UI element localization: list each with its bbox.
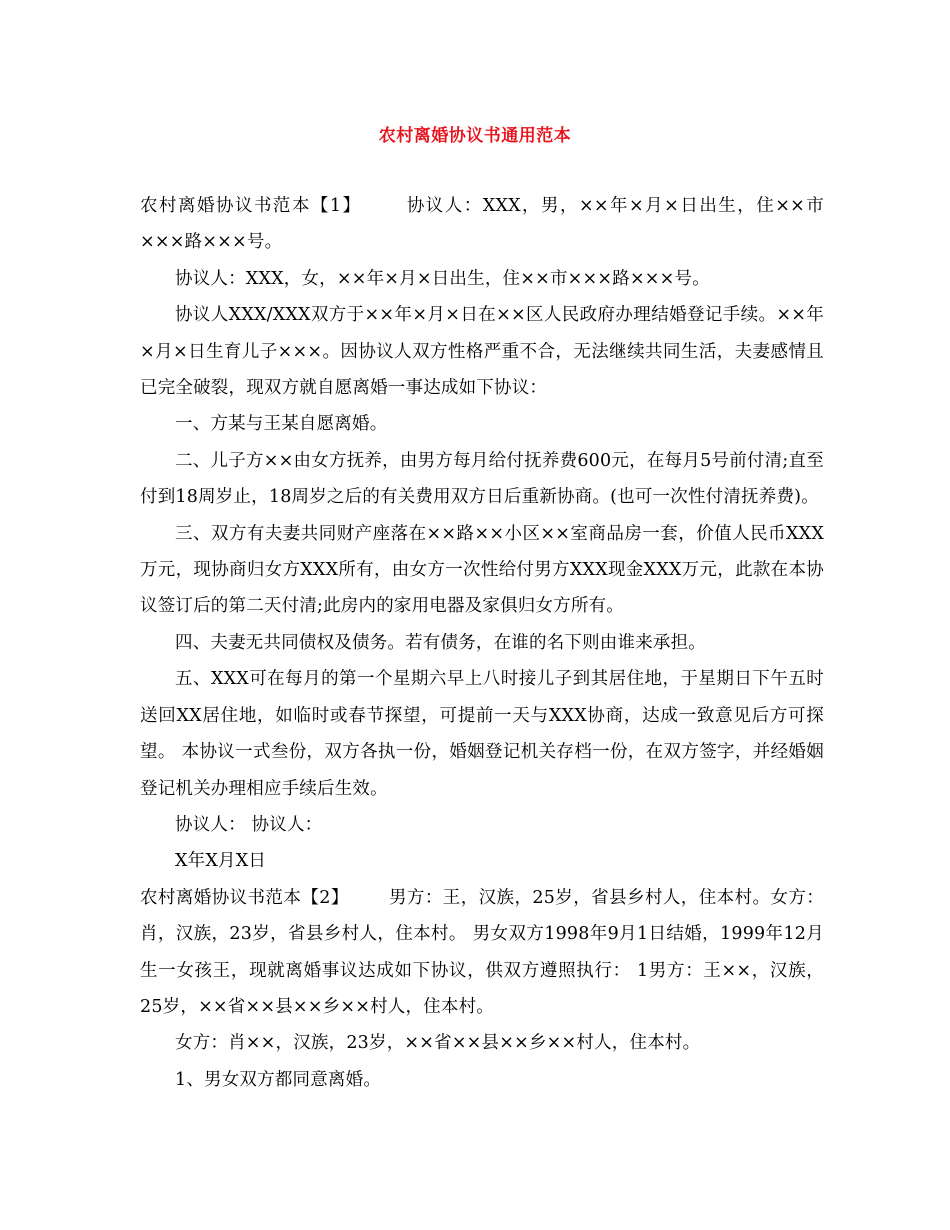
- paragraph: 二、儿子方××由女方抚养，由男方每月给付抚养费600元，在每月5号前付清;直至付到18周岁止，18周岁之后的有关费用双方日后重新协商。(也可一次性付清抚养费)。: [140, 450, 824, 508]
- section-heading-2: 农村离婚协议书范本【2】: [140, 887, 349, 908]
- date-line: X年X月X日: [175, 851, 267, 872]
- document-title: 农村离婚协议书通用范本: [378, 126, 572, 146]
- paragraph: 协议人XXX/XXX双方于××年×月×日在××区人民政府办理结婚登记手续。××年×月×日生育儿子×××。因协议人双方性格严重不合，无法继续共同生活，夫妻感情且已完全破裂，现双方就自愿离婚一事达成如下协议：: [140, 305, 824, 399]
- document-body: [140, 188, 824, 1098]
- paragraph: 协议人：XXX，女，××年×月×日出生，住××市×××路×××号。: [175, 268, 710, 289]
- section-heading-1: 农村离婚协议书范本【1】: [140, 196, 362, 216]
- paragraph: 四、夫妻无共同债权及债务。若有债务，在谁的名下则由谁来承担。: [175, 632, 706, 653]
- paragraph-text: 协议人：XXX，男，××年×月×日出生，住××市×××路×××号。: [140, 196, 824, 253]
- signature-line: 协议人： 协议人：: [175, 814, 323, 835]
- paragraph: 1、男女双方都同意离婚。: [175, 1069, 382, 1090]
- paragraph: [140, 880, 824, 1026]
- paragraph: 五、XXX可在每月的第一个星期六早上八时接儿子到其居住地，于星期日下午五时送回XX居住地，如临时或春节探望，可提前一天与XXX协商，达成一致意见后方可探望。 本协议一式叁份，双方各执一份，婚姻登记机关存档一份，在双方签字，并经婚姻登记机关办理相应手续后生效。: [140, 669, 824, 799]
- paragraph: 女方：肖××，汉族，23岁，××省××县××乡××村人，住本村。: [175, 1033, 701, 1054]
- paragraph-text: 男方：王，汉族，25岁，省县乡村人，住本村。女方：肖，汉族，23岁，省县乡村人，住本村。 男女双方1998年9月1日结婚，1999年12月生一女孩王，现就离婚事议达成如下协议，供双方遵照执行： 1男方：王××，汉族，25岁，××省××县××乡××村人，住本村。: [140, 887, 824, 1017]
- paragraph: 一、方某与王某自愿离婚。: [175, 414, 388, 435]
- paragraph: [140, 188, 824, 261]
- paragraph: 三、双方有夫妻共同财产座落在××路××小区××室商品房一套，价值人民币XXX万元，现协商归女方XXX所有，由女方一次性给付男方XXX现金XXX万元，此款在本协议签订后的第二天付清;此房内的家用电器及家俱归女方所有。: [140, 523, 824, 617]
